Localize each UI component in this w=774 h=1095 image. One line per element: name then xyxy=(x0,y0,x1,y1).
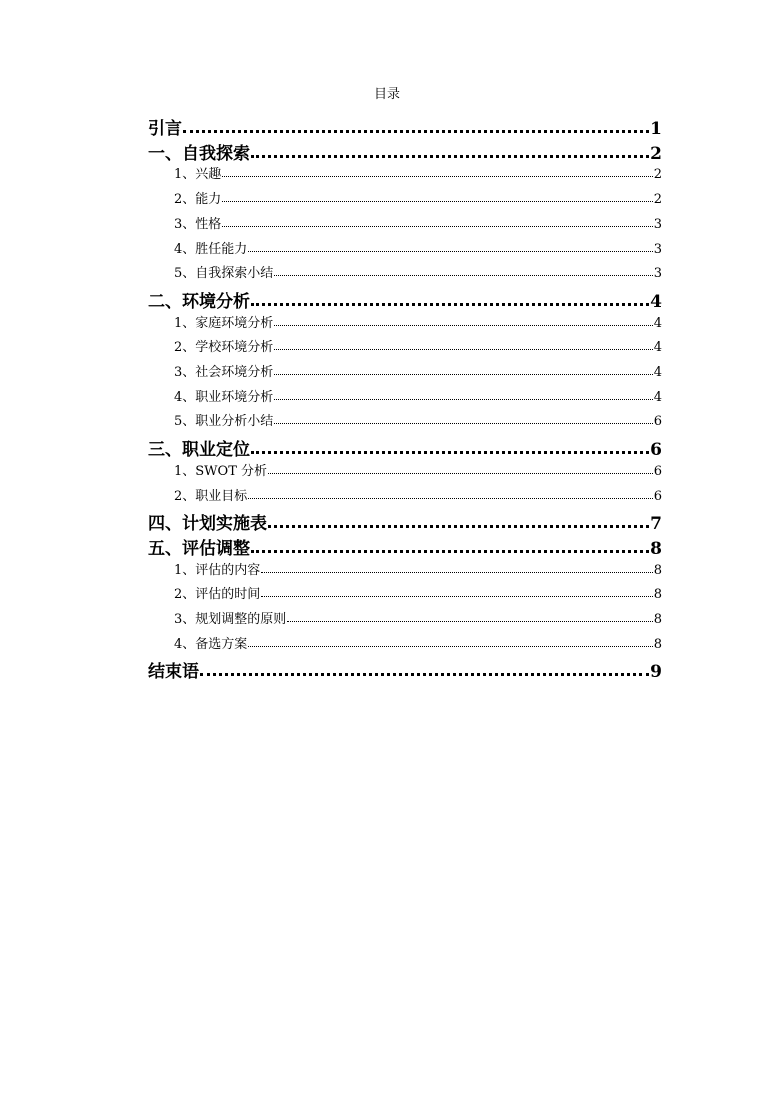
toc-entry-label: 结束语 xyxy=(148,662,199,683)
toc-entry-label: 四、计划实施表 xyxy=(148,514,267,535)
toc-entry-section[interactable] xyxy=(174,410,662,428)
dot-leader xyxy=(287,608,652,626)
dot-leader xyxy=(248,485,652,503)
toc-entry-label: 4、胜任能力 xyxy=(174,241,248,257)
dot-leader xyxy=(222,188,652,206)
dot-leader xyxy=(274,410,652,428)
toc-entry-chapter[interactable] xyxy=(148,139,662,164)
toc-title: 目录 xyxy=(373,87,400,102)
toc-entry-section[interactable] xyxy=(174,485,662,503)
dot-leader xyxy=(251,534,649,556)
dot-leader xyxy=(248,238,652,256)
toc-page-number: 1 xyxy=(650,119,662,139)
toc-entry-label: 一、自我探索 xyxy=(148,143,250,164)
toc-page-number: 3 xyxy=(653,241,662,257)
dot-leader xyxy=(274,262,652,280)
toc-page-number: 6 xyxy=(653,414,662,430)
toc-page-number: 4 xyxy=(650,291,662,312)
toc-entry-label: 五、评估调整 xyxy=(148,538,250,559)
toc-entry-label: 3、社会环境分析 xyxy=(174,365,274,380)
toc-entry-label: 3、规划调整的原则 xyxy=(174,612,287,627)
dot-leader xyxy=(251,435,649,457)
toc-entry-section[interactable] xyxy=(174,633,662,651)
toc-page-number: 3 xyxy=(653,216,662,232)
toc-entry-chapter[interactable] xyxy=(148,114,662,139)
dot-leader xyxy=(268,509,649,531)
toc-page-number: 2 xyxy=(653,167,662,183)
toc-entry-section[interactable] xyxy=(174,460,662,478)
toc-page-number: 4 xyxy=(653,315,662,331)
toc-entry-chapter[interactable] xyxy=(148,657,662,683)
dot-leader xyxy=(222,213,652,231)
dot-leader xyxy=(274,386,652,404)
toc-entry-section[interactable] xyxy=(174,386,662,404)
toc-page-number: 8 xyxy=(653,636,662,652)
toc-page-number: 4 xyxy=(653,365,662,380)
toc-entry-section[interactable] xyxy=(174,361,662,379)
toc-entry-section[interactable] xyxy=(174,559,662,577)
toc-entry-chapter[interactable] xyxy=(148,509,662,535)
toc-page-number: 7 xyxy=(650,514,662,535)
toc-page-number: 6 xyxy=(653,488,662,504)
dot-leader xyxy=(248,633,652,651)
toc-page-number: 3 xyxy=(653,266,662,282)
toc-entry-label: 5、自我探索小结 xyxy=(174,266,274,282)
toc-entry-label: 2、评估的时间 xyxy=(174,587,261,603)
dot-leader xyxy=(251,139,649,161)
toc-entry-label: 引言 xyxy=(148,119,182,139)
toc-page-number: 8 xyxy=(653,612,662,627)
toc-entry-label: 4、备选方案 xyxy=(174,636,248,652)
dot-leader xyxy=(274,336,652,354)
toc-page-number: 8 xyxy=(650,538,662,559)
toc-entry-section[interactable] xyxy=(174,163,662,181)
toc-entry-chapter[interactable] xyxy=(148,435,662,461)
dot-leader xyxy=(183,114,649,136)
dot-leader xyxy=(274,361,652,379)
toc-page-number: 9 xyxy=(650,662,662,683)
toc-entry-label: 2、能力 xyxy=(174,192,222,208)
dot-leader xyxy=(268,460,653,478)
toc-entry-section[interactable] xyxy=(174,312,662,330)
toc-entry-label: 1、SWOT 分析 xyxy=(174,463,267,479)
toc-page-number: 2 xyxy=(653,192,662,208)
toc-entry-section[interactable] xyxy=(174,583,662,601)
toc-entry-section[interactable] xyxy=(174,188,662,206)
toc-entry-chapter[interactable] xyxy=(148,287,662,312)
toc-entry-label: 三、职业定位 xyxy=(148,440,250,461)
toc-entry-label: 1、家庭环境分析 xyxy=(174,315,274,331)
toc-page-number: 8 xyxy=(653,587,662,603)
toc-entry-label: 二、环境分析 xyxy=(148,291,250,312)
toc-page-number: 6 xyxy=(653,463,662,479)
toc-page-number: 6 xyxy=(650,440,662,461)
toc-page-number: 4 xyxy=(653,340,662,356)
toc-entry-label: 4、职业环境分析 xyxy=(174,389,274,405)
toc-entry-chapter[interactable] xyxy=(148,534,662,559)
toc-entry-label: 2、职业目标 xyxy=(174,488,248,504)
toc-entry-section[interactable] xyxy=(174,213,662,231)
dot-leader xyxy=(261,583,652,601)
toc-entry-section[interactable] xyxy=(174,262,662,280)
toc-entry-label: 3、性格 xyxy=(174,216,222,232)
toc-page-number: 4 xyxy=(653,389,662,405)
toc-entry-label: 1、评估的内容 xyxy=(174,562,261,578)
toc-entry-section[interactable] xyxy=(174,608,662,626)
toc-entry-section[interactable] xyxy=(174,336,662,354)
dot-leader xyxy=(261,559,652,577)
dot-leader xyxy=(274,312,652,330)
toc-entry-section[interactable] xyxy=(174,238,662,256)
dot-leader xyxy=(251,287,649,309)
toc-page-number: 8 xyxy=(653,562,662,578)
toc-entry-label: 5、职业分析小结 xyxy=(174,414,274,430)
toc-entry-label: 2、学校环境分析 xyxy=(174,340,274,356)
toc-page-number: 2 xyxy=(650,143,662,164)
dot-leader xyxy=(222,163,652,181)
toc-entry-label: 1、兴趣 xyxy=(174,167,222,183)
dot-leader xyxy=(200,657,649,679)
